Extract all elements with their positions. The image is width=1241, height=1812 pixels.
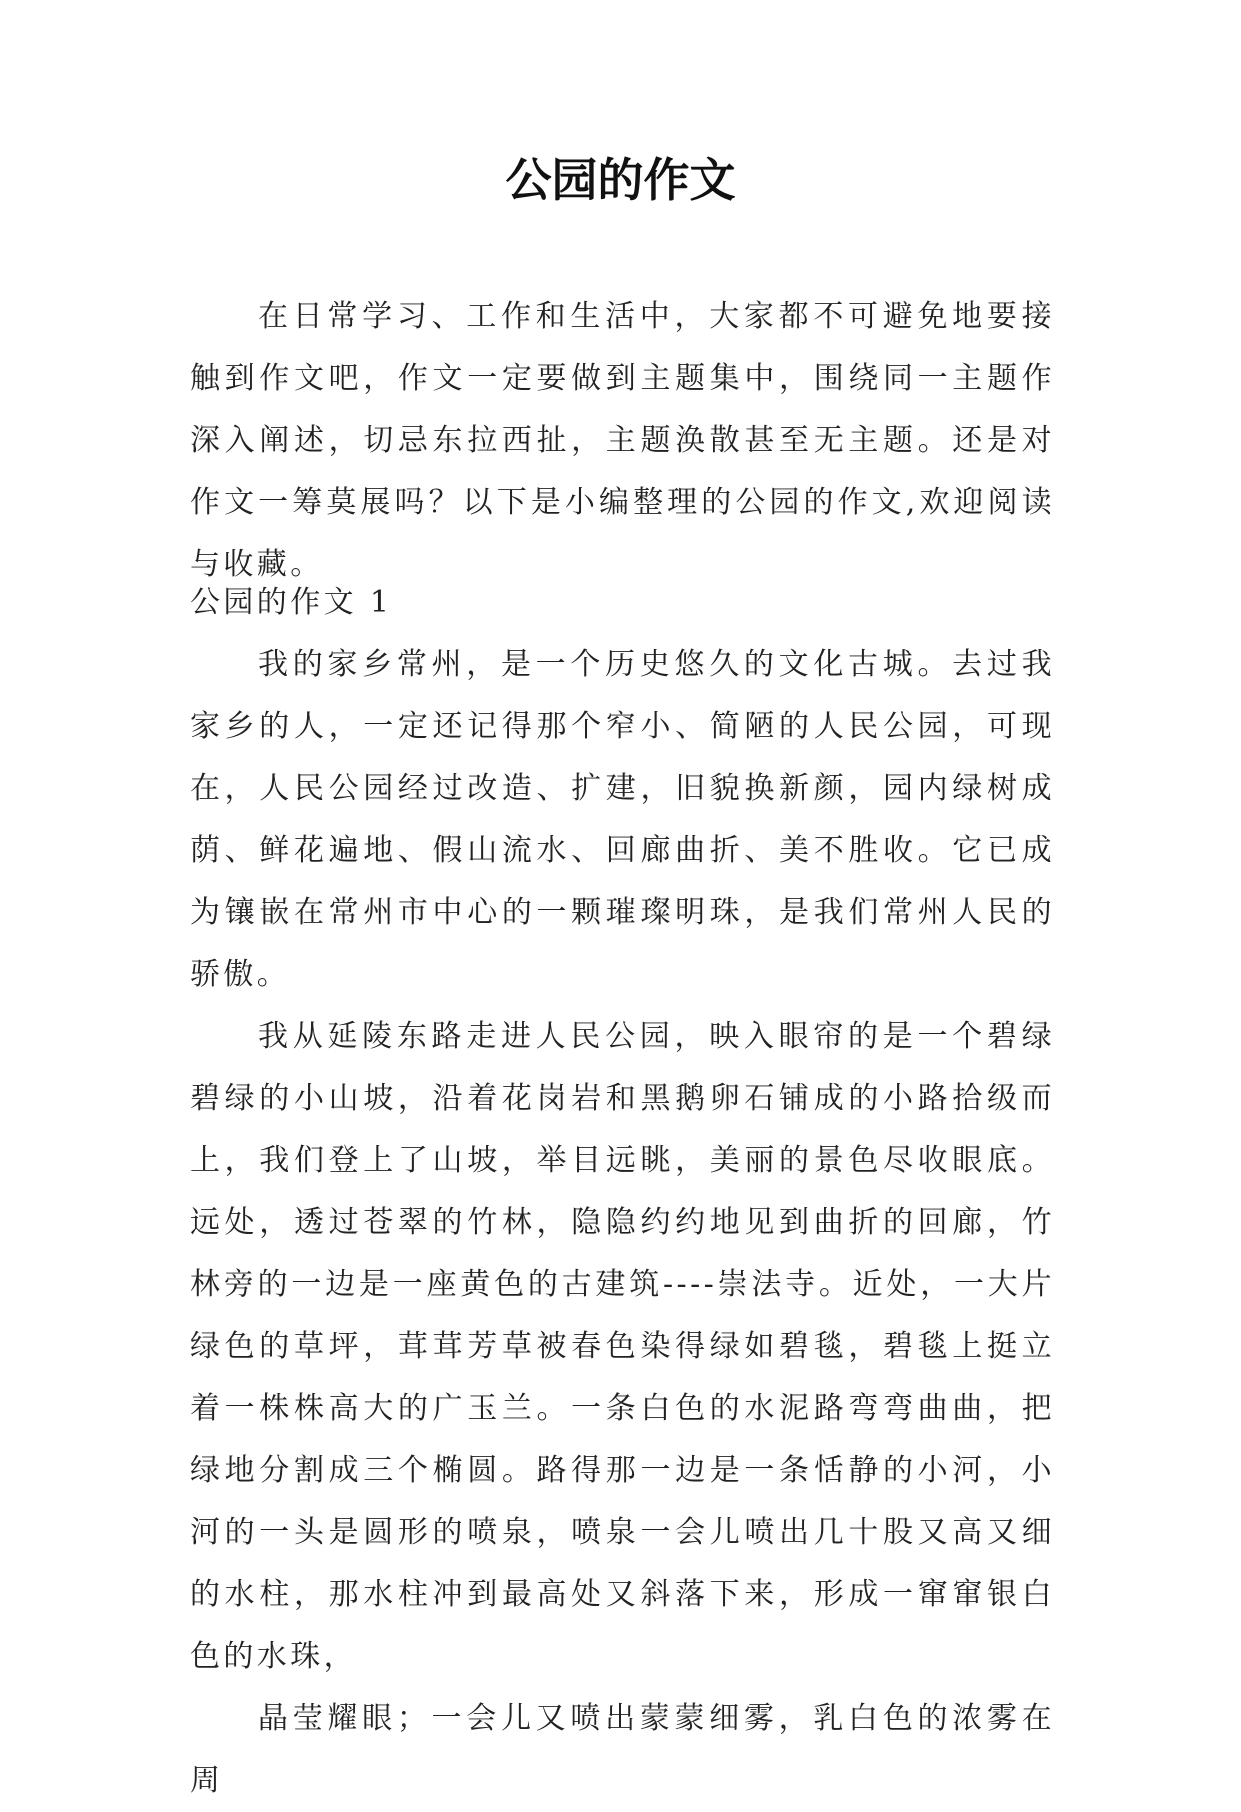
- essay-section: [190, 572, 1055, 1812]
- body-paragraph: 我从延陵东路走进人民公园，映入眼帘的是一个碧绿碧绿的小山坡，沿着花岗岩和黑鹅卵石铺成的小路拾级而上，我们登上了山坡，举目远眺，美丽的景色尽收眼底。远处，透过苍翠的竹林，隐隐约约地见到曲折的回廊，竹林旁的一边是一座黄色的古建筑----崇法寺。近处，一大片绿色的草坪，茸茸芳草被春色染得绿如碧毯，碧毯上挺立着一株株高大的广玉兰。一条白色的水泥路弯弯曲曲，把绿地分割成三个椭圆。路得那一边是一条恬静的小河，小河的一头是圆形的喷泉，喷泉一会儿喷出几十股又高又细的水柱，那水柱冲到最高处又斜落下来，形成一窜窜银白色的水珠，: [190, 1019, 1055, 1674]
- section-heading: 公园的作文 1: [190, 585, 393, 620]
- body-paragraph: 晶莹耀眼；一会儿又喷出蒙蒙细雾，乳白色的浓雾在周: [190, 1701, 1055, 1798]
- intro-paragraph: 在日常学习、工作和生活中，大家都不可避免地要接触到作文吧，作文一定要做到主题集中，围绕同一主题作深入阐述，切忌东拉西扯，主题涣散甚至无主题。还是对作文一筹莫展吗？以下是小编整理的公园的作文,欢迎阅读与收藏。: [190, 299, 1055, 582]
- intro-block: [190, 286, 1055, 596]
- document-title: 公园的作文: [505, 153, 736, 207]
- body-paragraph: 我的家乡常州，是一个历史悠久的文化古城。去过我家乡的人，一定还记得那个窄小、简陋的人民公园，可现在，人民公园经过改造、扩建，旧貌换新颜，园内绿树成荫、鲜花遍地、假山流水、回廊曲折、美不胜收。它已成为镶嵌在常州市中心的一颗璀璨明珠，是我们常州人民的骄傲。: [190, 647, 1055, 992]
